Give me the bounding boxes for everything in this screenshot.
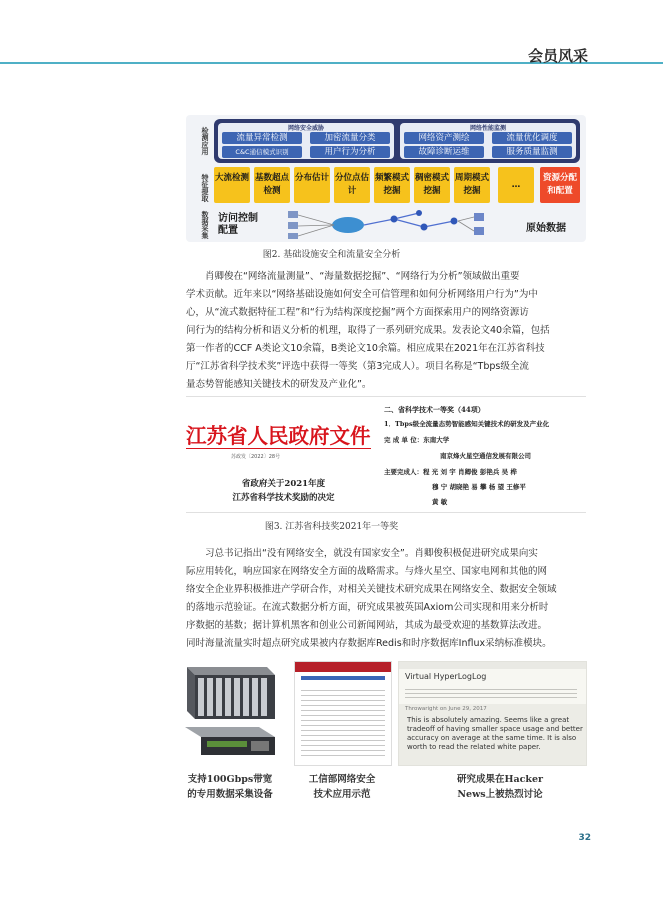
chip-anomaly: 流量异常检测 bbox=[222, 132, 302, 144]
red-rule bbox=[186, 448, 371, 449]
chip-fault: 故障诊断运维 bbox=[404, 146, 484, 158]
browser-bar bbox=[399, 662, 586, 669]
server-hardware-icon bbox=[179, 661, 281, 764]
doc-title-bar bbox=[301, 676, 385, 680]
caption-miit bbox=[290, 772, 394, 802]
paragraph-line: 问行为的结构分析和语义分析的机理，取得了一系列研究成果。发表论文40余篇，包括 bbox=[186, 325, 550, 336]
paragraph-line: 的落地示范验证。在流式数据分析方面，研究成果被英国Axiom公司实现和用来分析时 bbox=[186, 602, 549, 613]
paragraph-line: 际应用转化，响应国家在网络安全方面的战略需求。与烽火星空、国家电网和其他的网 bbox=[186, 566, 548, 577]
resource-allocation-box: 资源分配和配置 bbox=[540, 167, 580, 203]
paragraph-line: 序数据的基数；据计算机黑客和创业公司新闻网站，其成为最受欢迎的基数算法改进。 bbox=[186, 620, 548, 631]
feature-box: 分位点估计 bbox=[334, 167, 370, 203]
unit-2: 南京烽火星空通信发展有限公司 bbox=[440, 452, 531, 460]
chip-asset-mapping: 网络资产测绘 bbox=[404, 132, 484, 144]
application-layer bbox=[214, 119, 580, 163]
page-number: 32 bbox=[578, 833, 591, 843]
security-threat-group bbox=[218, 123, 394, 159]
side-label-apps: 检测应用 bbox=[201, 127, 209, 155]
capture-device-photo bbox=[179, 661, 281, 764]
raw-data-label: 原始数据 bbox=[526, 223, 566, 234]
hn-quote-line: This is absolutely amazing. Seems like a great bbox=[407, 716, 570, 724]
security-threat-title: 网络安全威胁 bbox=[287, 125, 324, 132]
feature-box: 分布估计 bbox=[294, 167, 330, 203]
figure-2-caption: 图2. 基础设施安全和流量安全分析 bbox=[262, 250, 401, 260]
paragraph-application bbox=[186, 545, 584, 653]
feature-box: 稠密模式挖掘 bbox=[414, 167, 450, 203]
feature-box: 基数超点检测 bbox=[254, 167, 290, 203]
side-label-features: 特征提取 bbox=[201, 174, 209, 202]
paragraph-line: 肖卿俊在“网络流量测量”、“海量数据挖掘”、“网络行为分析”领域做出重要 bbox=[205, 271, 520, 282]
chip-encrypted: 加密流量分类 bbox=[310, 132, 390, 144]
people-line-2: 穆 宁 胡晓艳 易 攀 杨 望 王修平 bbox=[432, 483, 526, 491]
side-label-collection: 数据采集 bbox=[201, 211, 209, 239]
paragraph-line: 第一作者的CCF A类论文10余篇，B类论文10余篇。相应成果在2021年在江苏省科技 bbox=[186, 343, 545, 354]
people-line-3: 黄 敏 bbox=[432, 498, 448, 506]
paragraph-line: 习总书记指出“没有网络安全，就没有国家安全”。肖卿俊积极促进研究成果向实 bbox=[205, 548, 538, 559]
feature-layer bbox=[214, 167, 580, 207]
figure-3-award-document bbox=[186, 396, 586, 513]
decision-line-1: 省政府关于2021年度 bbox=[241, 479, 326, 489]
chip-user-behavior: 用户行为分析 bbox=[310, 146, 390, 158]
caption-hacker-news bbox=[440, 772, 560, 802]
hn-quote-line: accuracy on average at the same time. It is also bbox=[407, 734, 577, 742]
caption-line: 研究成果在Hacker bbox=[456, 774, 544, 785]
decision-line-2: 江苏省科学技术奖励的决定 bbox=[232, 493, 335, 503]
caption-line: News上被热烈讨论 bbox=[457, 789, 543, 800]
unit-label: 完 成 单 位：东南大学 bbox=[384, 436, 450, 444]
paragraph-line: 络安全企业界积极推进产学研合作，对相关关键技术研究成果在网络安全、数据安全领域 bbox=[186, 584, 557, 595]
chip-traffic-opt: 流量优化调度 bbox=[492, 132, 572, 144]
doc-table-lines bbox=[301, 686, 385, 756]
access-control-label: 访问控制配置 bbox=[218, 213, 258, 236]
feature-box: 频繁模式挖掘 bbox=[374, 167, 410, 203]
feature-box: … bbox=[498, 167, 534, 203]
hn-quote-line: worth to read the related white paper. bbox=[407, 743, 541, 751]
chip-qos: 服务质量监测 bbox=[492, 146, 572, 158]
performance-group bbox=[400, 123, 576, 159]
caption-line: 技术应用示范 bbox=[313, 789, 371, 800]
caption-line: 工信部网络安全 bbox=[308, 774, 376, 785]
hacker-news-screenshot bbox=[398, 661, 587, 766]
doc-header-bar bbox=[295, 662, 391, 672]
award-level: 二、省科学技术一等奖（44项） bbox=[384, 405, 485, 414]
doc-number: 苏政发〔2022〕28号 bbox=[231, 454, 281, 460]
feature-box: 大流检测 bbox=[214, 167, 250, 203]
caption-line: 的专用数据采集设备 bbox=[187, 789, 273, 800]
paragraph-line: 厅“江苏省科学技术奖”评选中获得一等奖（第3完成人）。项目名称是“Tbps级全流 bbox=[186, 361, 529, 372]
caption-line: 支持100Gbps带宽 bbox=[187, 774, 273, 785]
hn-quote bbox=[407, 716, 583, 752]
paragraph-line: 学术贡献。近年来以“网络基础设施如何安全可信管理和如何分析网络用户行为”为中 bbox=[186, 289, 538, 300]
hn-quote-line: tradeoff of having smaller space usage and better bbox=[407, 725, 583, 733]
figure-3-caption: 图3. 江苏省科技奖2021年一等奖 bbox=[264, 522, 399, 532]
network-topology-icon bbox=[284, 207, 504, 241]
project-name: 1．Tbps级全流量态势智能感知关键技术的研发及产业化 bbox=[384, 420, 550, 428]
performance-title: 网络性能监测 bbox=[469, 125, 506, 132]
hn-comment-box bbox=[399, 704, 586, 765]
chip-cc: C&C通信模式识别 bbox=[222, 146, 302, 158]
hn-user: Throwaright on June 29, 2017 bbox=[405, 706, 487, 712]
feature-box: 周期模式挖掘 bbox=[454, 167, 490, 203]
figure-2-diagram bbox=[186, 115, 586, 242]
miit-document-photo bbox=[294, 661, 392, 766]
paragraph-line: 同时海量流量实时超点研究成果被内存数据库Redis和时序数据库Influx采纳标准模块。 bbox=[186, 638, 552, 649]
paragraph-achievements bbox=[186, 268, 584, 394]
section-title: 会员风采 bbox=[527, 47, 588, 65]
people-line-1: 主要完成人：程 光 刘 宇 肖卿俊 彭艳兵 吴 桦 bbox=[384, 468, 517, 476]
gov-document-title: 江苏省人民政府文件 bbox=[186, 424, 371, 448]
caption-capture-device bbox=[170, 772, 290, 802]
paragraph-line: 心，从“流式数据特征工程”和“行为结构深度挖掘”两个方面探索用户的网络资源访 bbox=[186, 307, 529, 318]
collection-layer bbox=[214, 207, 580, 241]
hn-heading: Virtual HyperLogLog bbox=[405, 672, 487, 681]
hn-body-lines bbox=[405, 686, 577, 700]
paragraph-line: 量态势智能感知关键技术的研发及产业化”。 bbox=[186, 379, 372, 390]
